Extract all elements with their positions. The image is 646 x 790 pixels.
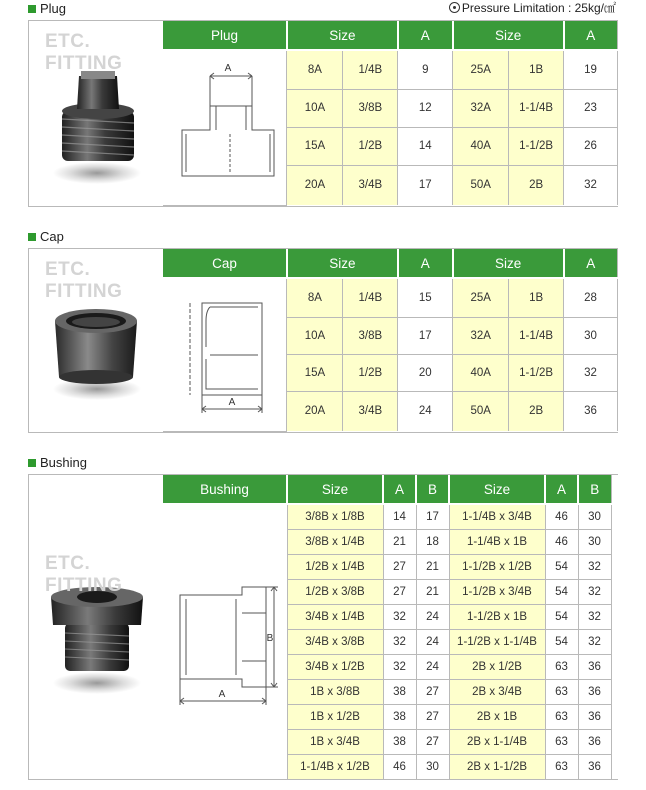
table-cell: 1-1/2B x 1B — [449, 604, 545, 629]
table-cell: 12 — [398, 89, 453, 127]
square-bullet-icon — [28, 233, 36, 241]
header-b: B — [578, 475, 611, 504]
cap-dimension-drawing — [170, 285, 280, 425]
table-cell: 2B x 1-1/2B — [449, 754, 545, 779]
table-cell: 3/8B — [343, 317, 398, 354]
table-cell: 3/8B x 1/8B — [287, 504, 383, 529]
bushing-drawing — [163, 504, 287, 779]
table-cell: 38 — [383, 679, 416, 704]
table-cell: 19 — [564, 50, 618, 89]
table-cell: 1/2B — [343, 127, 398, 165]
table-cell: 2B x 1/2B — [449, 654, 545, 679]
plug-photo — [29, 21, 164, 206]
table-cell: 27 — [416, 679, 449, 704]
table-cell: 24 — [398, 391, 453, 431]
table-cell: 2B — [509, 165, 564, 205]
dimension-a-label: A — [218, 688, 226, 700]
table-cell: 14 — [383, 504, 416, 529]
table-cell: 17 — [398, 317, 453, 354]
table-cell: 36 — [578, 704, 611, 729]
table-cell: 63 — [545, 704, 578, 729]
table-cell: 21 — [416, 554, 449, 579]
table-cell: 3/4B x 1/2B — [287, 654, 383, 679]
table-cell: 32 — [564, 354, 618, 391]
table-cell: 15A — [287, 354, 343, 391]
table-cell: 1-1/4B x 1/2B — [287, 754, 383, 779]
table-cell: 32A — [453, 89, 509, 127]
table-cell: 36 — [578, 729, 611, 754]
circle-dot-icon — [449, 2, 460, 13]
header-a: A — [564, 21, 618, 50]
bushing-table — [163, 475, 612, 780]
bushing-block — [28, 474, 618, 780]
cap-drawing — [163, 278, 287, 431]
header-size: Size — [453, 21, 564, 50]
table-cell: 1B x 1/2B — [287, 704, 383, 729]
table-cell: 32 — [383, 654, 416, 679]
table-cell: 40A — [453, 354, 509, 391]
header-cap: Cap — [163, 249, 287, 278]
cap-section-title: Cap — [28, 229, 64, 245]
table-cell: 2B — [509, 391, 564, 431]
table-cell: 10A — [287, 89, 343, 127]
table-cell: 32 — [383, 604, 416, 629]
table-cell: 1/4B — [343, 50, 398, 89]
table-cell: 30 — [564, 317, 618, 354]
pressure-limitation: Pressure Limitation : 25kg/㎠ — [449, 0, 616, 16]
table-cell: 9 — [398, 50, 453, 89]
table-cell: 36 — [578, 654, 611, 679]
table-cell: 32 — [383, 629, 416, 654]
table-cell: 54 — [545, 629, 578, 654]
table-cell: 1/2B x 3/8B — [287, 579, 383, 604]
plug-table — [163, 21, 618, 206]
table-cell: 1-1/4B — [509, 89, 564, 127]
dimension-a-label: A — [224, 62, 232, 74]
table-cell: 30 — [578, 504, 611, 529]
cap-block — [28, 248, 618, 433]
table-cell: 63 — [545, 754, 578, 779]
watermark: ETC. FITTING — [45, 553, 123, 596]
table-cell: 1-1/4B x 1B — [449, 529, 545, 554]
table-cell: 63 — [545, 679, 578, 704]
table-cell: 32 — [578, 579, 611, 604]
table-cell: 38 — [383, 704, 416, 729]
table-cell: 3/4B — [343, 391, 398, 431]
table-cell: 54 — [545, 554, 578, 579]
table-cell: 1-1/2B — [509, 127, 564, 165]
cap-photo — [29, 249, 164, 432]
table-cell: 2B x 3/4B — [449, 679, 545, 704]
table-cell: 25A — [453, 278, 509, 317]
table-cell: 20A — [287, 391, 343, 431]
header-size: Size — [287, 21, 398, 50]
plug-section-title: Plug — [28, 1, 66, 17]
table-cell: 17 — [416, 504, 449, 529]
table-cell: 20A — [287, 165, 343, 205]
table-cell: 1-1/4B x 3/4B — [449, 504, 545, 529]
table-cell: 3/8B — [343, 89, 398, 127]
table-cell: 24 — [416, 629, 449, 654]
header-a: A — [398, 21, 453, 50]
table-cell: 1B — [509, 50, 564, 89]
plug-dimension-drawing — [170, 58, 280, 198]
table-cell: 24 — [416, 654, 449, 679]
watermark: ETC. FITTING — [45, 31, 123, 74]
table-cell: 27 — [416, 704, 449, 729]
table-cell: 36 — [578, 679, 611, 704]
header-bushing: Bushing — [163, 475, 287, 504]
table-cell: 1-1/2B x 3/4B — [449, 579, 545, 604]
table-cell: 14 — [398, 127, 453, 165]
table-cell: 40A — [453, 127, 509, 165]
table-cell: 21 — [416, 579, 449, 604]
table-cell: 1B — [509, 278, 564, 317]
header-size: Size — [287, 249, 398, 278]
table-cell: 63 — [545, 654, 578, 679]
table-cell: 32 — [564, 165, 618, 205]
table-cell: 3/4B x 1/4B — [287, 604, 383, 629]
table-cell: 15 — [398, 278, 453, 317]
header-plug: Plug — [163, 21, 287, 50]
table-cell: 46 — [545, 504, 578, 529]
bushing-photo — [29, 475, 164, 779]
table-cell: 63 — [545, 729, 578, 754]
table-cell: 36 — [578, 754, 611, 779]
table-cell: 20 — [398, 354, 453, 391]
table-cell: 36 — [564, 391, 618, 431]
table-cell: 25A — [453, 50, 509, 89]
table-cell: 27 — [383, 554, 416, 579]
table-cell: 1B x 3/4B — [287, 729, 383, 754]
table-cell: 3/4B — [343, 165, 398, 205]
table-cell: 3/4B x 3/8B — [287, 629, 383, 654]
table-cell: 18 — [416, 529, 449, 554]
table-cell: 1/2B x 1/4B — [287, 554, 383, 579]
table-cell: 27 — [383, 579, 416, 604]
table-cell: 32 — [578, 604, 611, 629]
table-cell: 2B x 1-1/4B — [449, 729, 545, 754]
watermark: ETC. FITTING — [45, 259, 123, 302]
bushing-image — [29, 475, 163, 779]
table-cell: 50A — [453, 391, 509, 431]
table-cell: 46 — [545, 529, 578, 554]
table-cell: 28 — [564, 278, 618, 317]
table-cell: 21 — [383, 529, 416, 554]
square-bullet-icon — [28, 459, 36, 467]
header-size: Size — [453, 249, 564, 278]
table-cell: 8A — [287, 278, 343, 317]
plug-drawing — [163, 50, 287, 205]
table-cell: 46 — [383, 754, 416, 779]
table-cell: 38 — [383, 729, 416, 754]
header-a: A — [545, 475, 578, 504]
table-cell: 1/4B — [343, 278, 398, 317]
table-cell: 1-1/2B x 1/2B — [449, 554, 545, 579]
table-cell: 17 — [398, 165, 453, 205]
dimension-a-label: A — [228, 396, 236, 408]
table-cell: 23 — [564, 89, 618, 127]
cap-table — [163, 249, 618, 432]
header-a: A — [383, 475, 416, 504]
table-cell: 30 — [416, 754, 449, 779]
header-b: B — [416, 475, 449, 504]
table-cell: 54 — [545, 579, 578, 604]
table-cell: 32A — [453, 317, 509, 354]
header-size: Size — [449, 475, 545, 504]
table-cell: 1-1/4B — [509, 317, 564, 354]
table-cell: 1/2B — [343, 354, 398, 391]
table-cell: 54 — [545, 604, 578, 629]
table-cell: 15A — [287, 127, 343, 165]
table-cell: 10A — [287, 317, 343, 354]
plug-block — [28, 20, 618, 207]
header-a: A — [564, 249, 618, 278]
table-cell: 3/8B x 1/4B — [287, 529, 383, 554]
table-cell: 2B x 1B — [449, 704, 545, 729]
table-cell: 26 — [564, 127, 618, 165]
square-bullet-icon — [28, 5, 36, 13]
table-cell: 27 — [416, 729, 449, 754]
table-cell: 32 — [578, 629, 611, 654]
table-cell: 50A — [453, 165, 509, 205]
table-cell: 1B x 3/8B — [287, 679, 383, 704]
table-cell: 1-1/2B — [509, 354, 564, 391]
table-cell: 30 — [578, 529, 611, 554]
bushing-dimension-drawing — [170, 567, 280, 717]
table-cell: 24 — [416, 604, 449, 629]
header-a: A — [398, 249, 453, 278]
table-cell: 8A — [287, 50, 343, 89]
header-size: Size — [287, 475, 383, 504]
table-cell: 32 — [578, 554, 611, 579]
dimension-b-label: B — [266, 632, 274, 644]
table-cell: 1-1/2B x 1-1/4B — [449, 629, 545, 654]
bushing-section-title: Bushing — [28, 455, 87, 471]
